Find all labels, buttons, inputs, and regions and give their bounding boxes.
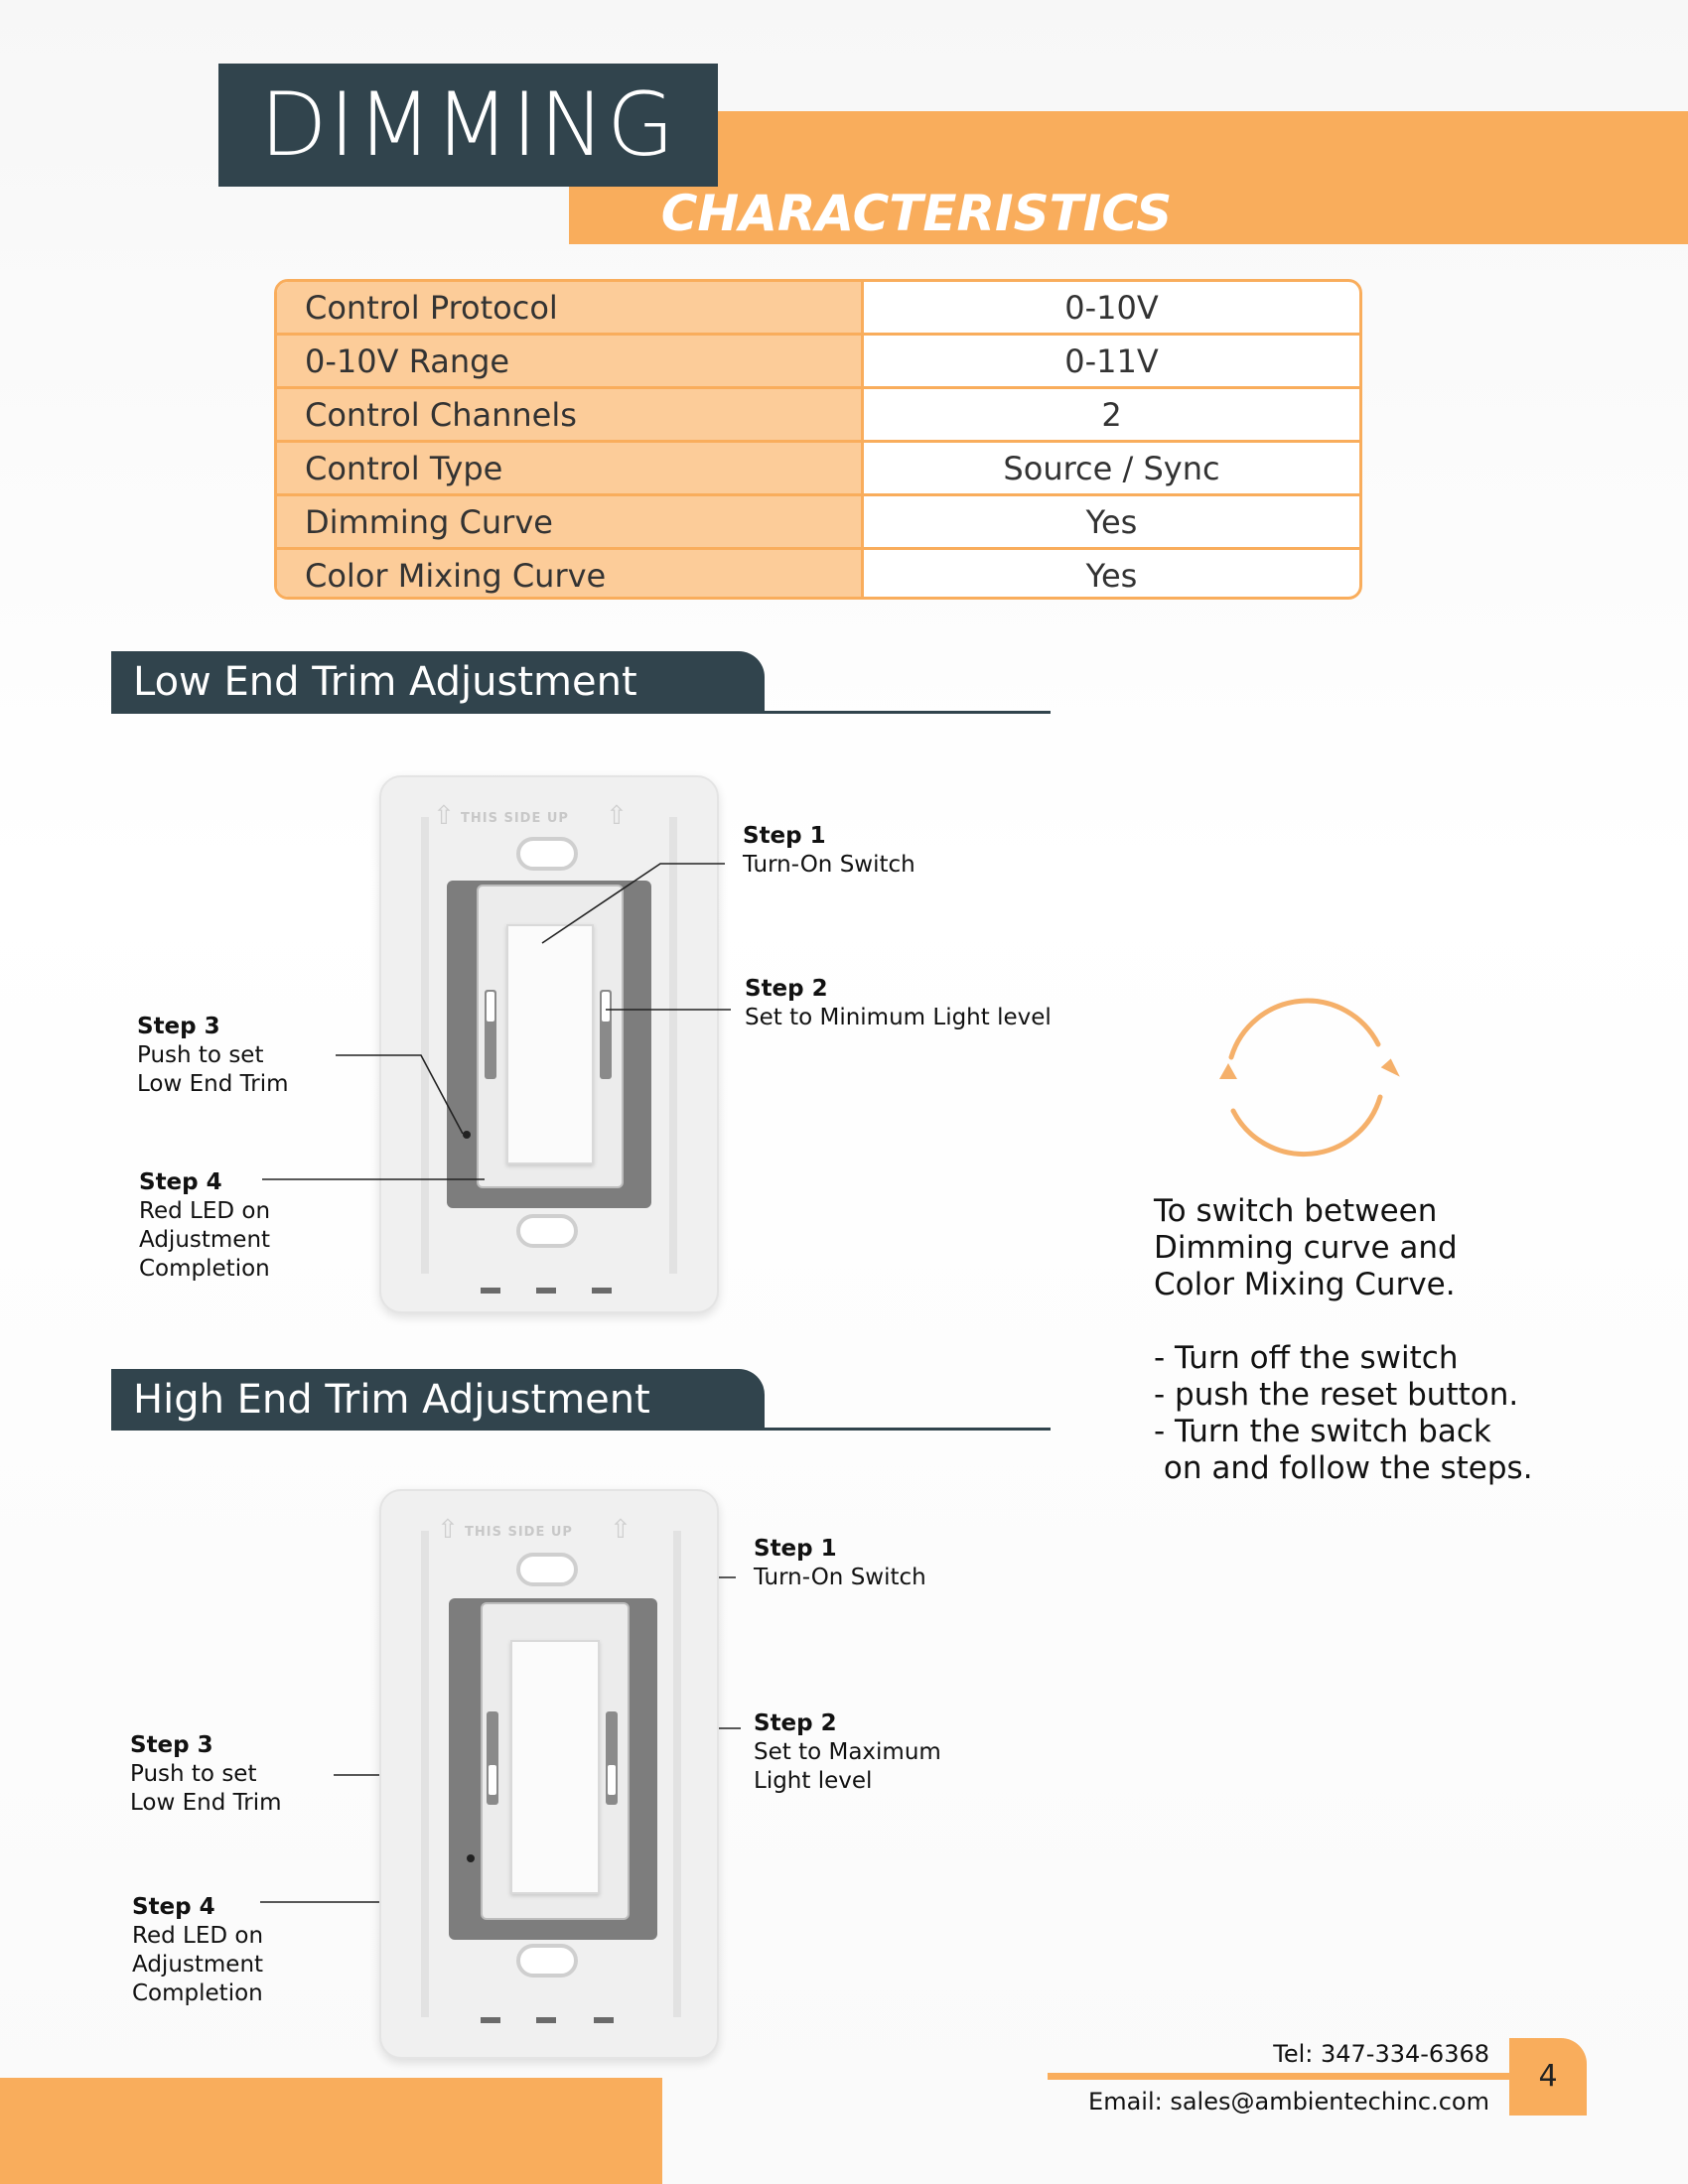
high-step3 bbox=[130, 1731, 282, 1818]
arrow-up-icon: ⇧ bbox=[437, 1515, 459, 1545]
footer-orange-band bbox=[0, 2078, 662, 2184]
note-line: To switch between bbox=[1154, 1193, 1438, 1229]
row-label: Control Protocol bbox=[277, 282, 863, 335]
step-text: Low End Trim bbox=[137, 1071, 289, 1097]
step-title: Step 2 bbox=[754, 1710, 837, 1736]
step-text: Turn-On Switch bbox=[743, 852, 915, 878]
step-text: Set to Maximum bbox=[754, 1739, 941, 1765]
step-text: Completion bbox=[139, 1256, 270, 1282]
plate-rail bbox=[673, 1531, 681, 2017]
row-value: Yes bbox=[1085, 556, 1138, 595]
footer-accent-line bbox=[1048, 2073, 1514, 2080]
page-subtitle: CHARACTERISTICS bbox=[660, 185, 1173, 242]
high-end-heading: High End Trim Adjustment bbox=[111, 1369, 765, 1431]
row-value: 2 bbox=[863, 388, 1360, 442]
row-value: Yes bbox=[863, 495, 1360, 549]
arrow-up-icon: ⇧ bbox=[610, 1515, 632, 1545]
low-step4 bbox=[139, 1168, 270, 1284]
step-title: Step 2 bbox=[745, 976, 828, 1002]
callout-line bbox=[336, 1055, 463, 1134]
note-bullet: on and follow the steps. bbox=[1154, 1450, 1533, 1486]
row-label: Control Type bbox=[277, 442, 863, 495]
note-bullet: - Turn off the switch bbox=[1154, 1340, 1459, 1376]
slider-slot[interactable] bbox=[606, 1711, 618, 1805]
switch-note bbox=[1154, 1193, 1533, 1487]
step-title: Step 1 bbox=[754, 1536, 837, 1562]
low-step3 bbox=[137, 1013, 289, 1099]
step-text: Red LED on bbox=[139, 1198, 271, 1224]
high-step2 bbox=[754, 1709, 941, 1796]
high-step4 bbox=[132, 1893, 263, 2008]
contact-email[interactable]: Email: sales@ambientechinc.com bbox=[1088, 2088, 1489, 2116]
slider-slot[interactable] bbox=[487, 1711, 498, 1805]
plate-rail bbox=[421, 1531, 429, 2017]
low-step1 bbox=[743, 822, 915, 880]
plate-mark bbox=[536, 2017, 556, 2023]
high-step1 bbox=[754, 1535, 926, 1592]
low-step2 bbox=[745, 975, 1052, 1032]
step-text: Adjustment bbox=[132, 1952, 264, 1978]
step-text: Light level bbox=[754, 1768, 873, 1794]
step-title: Step 1 bbox=[743, 823, 826, 849]
row-label: Control Channels bbox=[277, 388, 863, 442]
callout-line bbox=[542, 864, 725, 943]
plate-mark bbox=[594, 2017, 614, 2023]
this-side-up-label: THIS SIDE UP bbox=[465, 1525, 573, 1540]
step-text: Red LED on bbox=[132, 1923, 264, 1949]
step-text: Adjustment bbox=[139, 1227, 271, 1253]
note-bullet: - push the reset button. bbox=[1154, 1377, 1519, 1413]
plate-mark bbox=[481, 2017, 500, 2023]
row-value: 0-10V bbox=[863, 282, 1360, 335]
step-text: Turn-On Switch bbox=[754, 1565, 926, 1590]
rocker-switch[interactable] bbox=[510, 1640, 600, 1894]
step-title: Step 4 bbox=[132, 1894, 215, 1920]
step-text: Completion bbox=[132, 1980, 263, 2006]
contact-tel: Tel: 347-334-6368 bbox=[1273, 2040, 1489, 2068]
step-title: Step 3 bbox=[137, 1014, 220, 1039]
step-title: Step 3 bbox=[130, 1732, 213, 1758]
this-side-up-label: THIS SIDE UP bbox=[461, 811, 569, 826]
screw-icon bbox=[516, 1944, 578, 1978]
row-label: Dimming Curve bbox=[277, 495, 863, 549]
note-line: Dimming curve and bbox=[1154, 1230, 1458, 1266]
step-text: Push to set bbox=[137, 1042, 264, 1068]
page-title: DIMMING bbox=[259, 73, 677, 176]
step-text: Low End Trim bbox=[130, 1790, 282, 1816]
low-end-heading: Low End Trim Adjustment bbox=[111, 651, 765, 713]
step-text: Set to Minimum Light level bbox=[745, 1005, 1052, 1030]
arrow-up-icon: ⇧ bbox=[606, 801, 628, 831]
row-label: Color Mixing Curve bbox=[277, 549, 863, 601]
led-indicator bbox=[467, 1854, 475, 1862]
row-value: Source / Sync bbox=[863, 442, 1360, 495]
switch-plate-high bbox=[379, 1489, 719, 2059]
note-line: Color Mixing Curve. bbox=[1154, 1267, 1456, 1302]
row-label: 0-10V Range bbox=[277, 335, 863, 388]
arrow-up-icon: ⇧ bbox=[433, 801, 455, 831]
high-end-divider bbox=[111, 1428, 1051, 1431]
row-value: 0-11V bbox=[863, 335, 1360, 388]
step-title: Step 4 bbox=[139, 1169, 222, 1195]
note-bullet: - Turn the switch back bbox=[1154, 1414, 1491, 1449]
step-text: Push to set bbox=[130, 1761, 257, 1787]
page-number: 4 bbox=[1509, 2038, 1587, 2116]
screw-icon bbox=[516, 1553, 578, 1586]
refresh-icon bbox=[1211, 988, 1400, 1168]
